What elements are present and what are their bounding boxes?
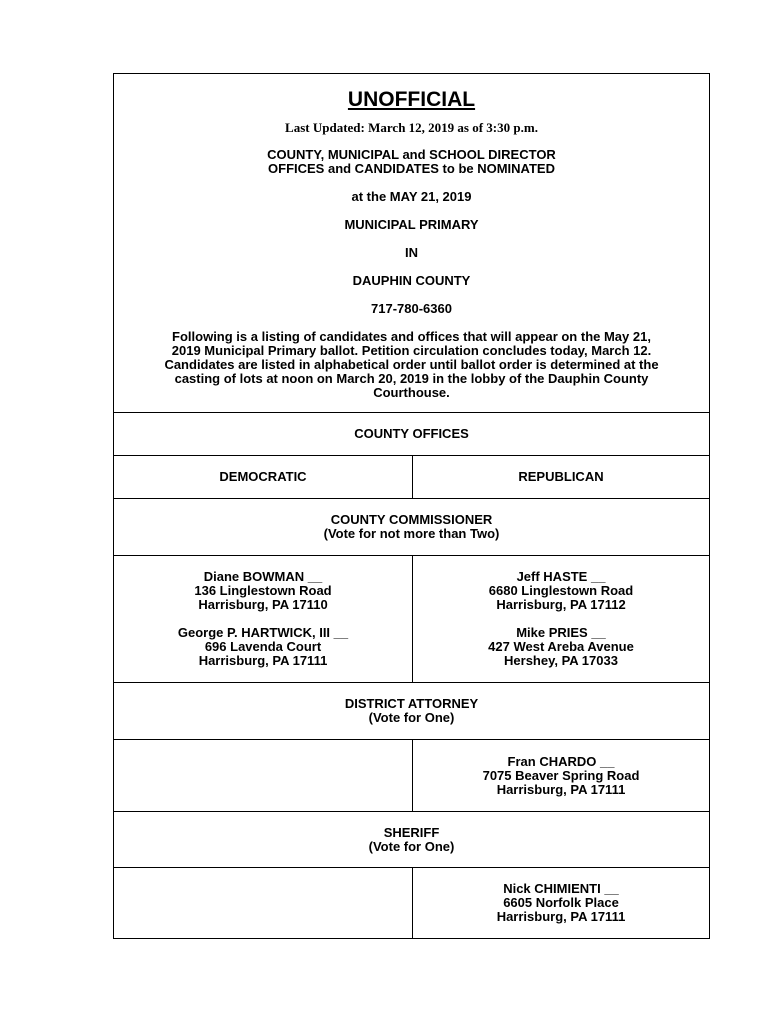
candidate-street: 696 Lavenda Court	[204, 639, 322, 654]
candidate-street: 136 Linglestown Road	[194, 583, 332, 598]
intro-line-2: 2019 Municipal Primary ballot. Petition circulation concludes today, March 12.	[171, 343, 652, 358]
candidate-street: 427 West Areba Avenue	[488, 639, 634, 654]
candidate-name: Diane BOWMAN __	[203, 569, 323, 584]
candidate-name: George P. HARTWICK, III __	[177, 625, 349, 640]
party-democratic: DEMOCRATIC	[114, 456, 413, 498]
democratic-candidates	[114, 740, 413, 811]
intro-line-1: Following is a listing of candidates and offices that will appear on the May 21,	[172, 329, 651, 344]
vote-instruction: (Vote for One)	[368, 838, 455, 854]
vote-instruction: (Vote for not more than Two)	[323, 526, 500, 541]
da-candidates-row	[114, 740, 709, 812]
candidate-city: Harrisburg, PA 17111	[496, 909, 626, 924]
office-title: DISTRICT ATTORNEY	[344, 696, 479, 711]
election-type: MUNICIPAL PRIMARY	[344, 217, 479, 232]
last-updated: Last Updated: March 12, 2019 as of 3:30 p.m.	[285, 120, 538, 135]
intro-paragraph	[124, 330, 699, 400]
office-sheriff	[114, 812, 709, 868]
vote-instruction: (Vote for One)	[368, 710, 455, 725]
election-date: at the MAY 21, 2019	[351, 189, 472, 204]
ballot-document	[113, 73, 710, 939]
offices-line-2: OFFICES and CANDIDATES to be NOMINATED	[268, 161, 555, 176]
offices-heading	[124, 148, 699, 176]
candidate-city: Hershey, PA 17033	[504, 653, 618, 668]
county-name: DAUPHIN COUNTY	[352, 273, 471, 288]
candidate-street: 6680 Linglestown Road	[488, 583, 634, 598]
candidate-street: 6605 Norfolk Place	[503, 895, 619, 910]
offices-line-1: COUNTY, MUNICIPAL and SCHOOL DIRECTOR	[267, 147, 556, 162]
intro-line-5: Courthouse.	[373, 385, 450, 400]
candidate-entry	[413, 882, 709, 924]
section-county-offices: COUNTY OFFICES	[114, 413, 709, 456]
office-district-attorney	[114, 683, 709, 740]
candidate-name: Jeff HASTE __	[516, 569, 606, 584]
democratic-candidates	[114, 556, 413, 682]
in-label: IN	[405, 245, 418, 260]
candidate-city: Harrisburg, PA 17112	[496, 597, 626, 612]
office-title: SHERIFF	[383, 824, 440, 840]
party-republican: REPUBLICAN	[518, 469, 604, 484]
republican-candidates	[413, 868, 709, 938]
phone-number: 717-780-6360	[371, 301, 452, 316]
candidate-entry	[413, 755, 709, 797]
intro-line-3: Candidates are listed in alphabetical order until ballot order is determined at the	[164, 357, 659, 372]
candidate-city: Harrisburg, PA 17111	[198, 653, 328, 668]
candidate-city: Harrisburg, PA 17110	[198, 597, 328, 612]
candidate-name: Fran CHARDO __	[507, 753, 615, 769]
candidate-name: Nick CHIMIENTI __	[503, 881, 619, 896]
candidate-name: Mike PRIES __	[516, 625, 606, 640]
intro-line-4: casting of lots at noon on March 20, 2019 in the lobby of the Dauphin County	[174, 371, 649, 386]
page-title: UNOFFICIAL	[347, 88, 476, 111]
republican-candidates	[413, 740, 709, 811]
republican-candidates	[413, 556, 709, 682]
candidate-entry	[114, 626, 412, 668]
office-title: COUNTY COMMISSIONER	[330, 512, 493, 527]
candidate-entry	[114, 570, 412, 612]
candidate-entry	[413, 626, 709, 668]
democratic-candidates	[114, 868, 413, 938]
office-county-commissioner	[114, 499, 709, 556]
candidate-street: 7075 Beaver Spring Road	[482, 767, 640, 783]
sheriff-candidates-row	[114, 868, 709, 938]
commissioner-candidates-row	[114, 556, 709, 683]
party-header-row	[114, 456, 709, 499]
candidate-entry	[413, 570, 709, 612]
document-header	[114, 74, 709, 413]
candidate-city: Harrisburg, PA 17111	[496, 781, 626, 797]
